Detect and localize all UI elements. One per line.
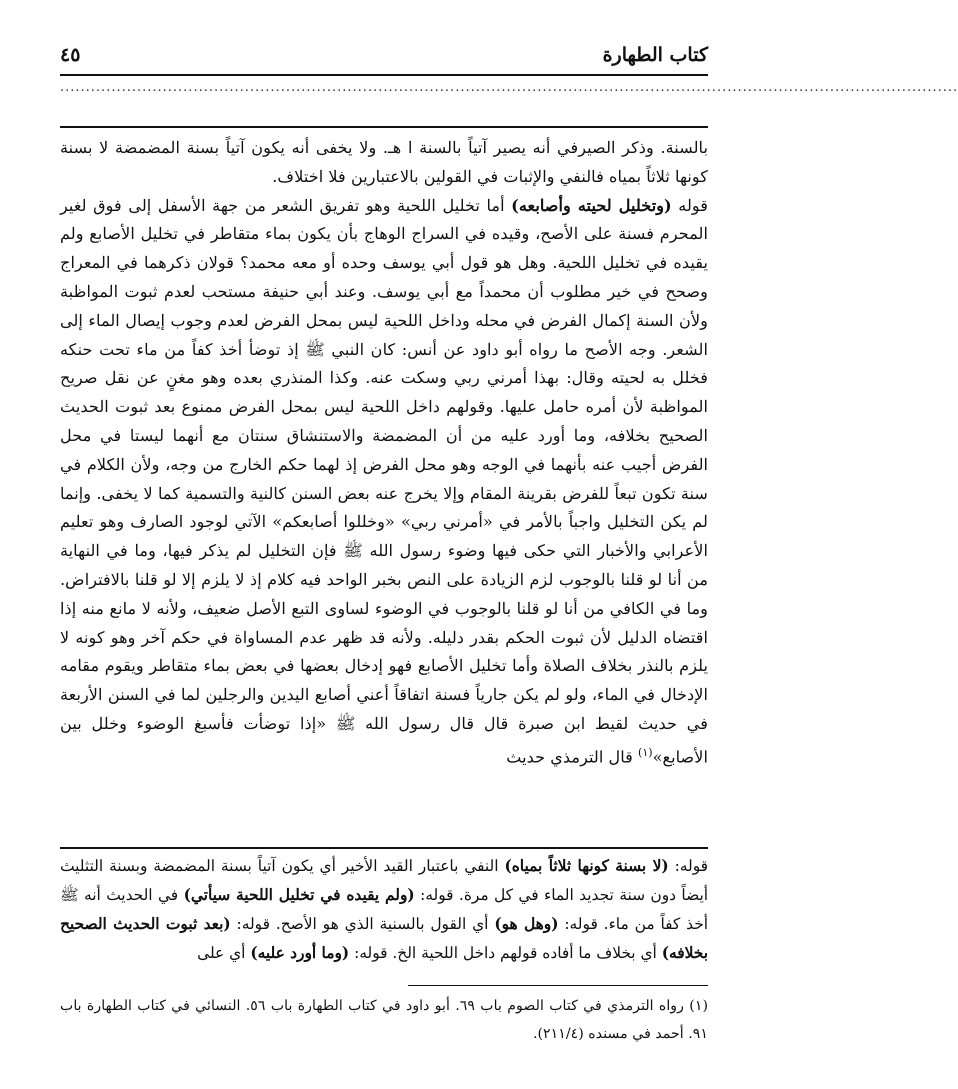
running-header bbox=[60, 40, 708, 76]
commentary-seg-4: أي القول بالسنية الذي هو الأصح. قوله: bbox=[230, 915, 495, 933]
commentary-quote-5: (وما أورد عليه) bbox=[250, 944, 350, 962]
paragraph-2-tail: قال الترمذي حديث bbox=[506, 747, 639, 767]
commentary-seg-6: أي على bbox=[197, 944, 251, 962]
quoted-phrase: (وتخليل لحيته وأصابعه) bbox=[511, 195, 672, 215]
top-rule bbox=[60, 126, 708, 128]
paragraph-2 bbox=[60, 192, 708, 772]
chapter-title: كتاب الطهارة bbox=[602, 44, 708, 66]
main-text bbox=[60, 134, 708, 772]
paragraph-2-body: أما تخليل اللحية وهو تفريق الشعر من جهة الأسفل إلى فوق لغير المحرم فسنة على الأصح، وقيده في السراج الوهاج بأن يكون بماء متقاطر في تخليل الأصابع ولم يقيده في تخليل اللحية. وهل هو قول أبي يوسف وحده أو معه محمد؟ قولان ذكرهما في المعراج وصحح في خير مطلوب أن محمداً مع أبي يوسف. وعند أبي حنيفة مستحب لعدم ثبوت المواظبة ولأن السنة إكمال الفرض في محله وداخل اللحية ليس بمحل الفرض لعدم وجوب إيصال الماء إلى الشعر. وجه الأصح ما رواه أبو داود عن أنس: كان النبي ﷺ إذ توضأ أخذ كفاً من ماء تحت حنكه فخلل به لحيته وقال: بهذا أمرني ربي وسكت عنه. وكذا المنذري بعده وهو مغنٍ عن نقل صريح المواظبة لأن أمره حامل عليها. وقولهم داخل اللحية ليس بمحل الفرض ممنوع بعد ثبوت الحديث الصحيح بخلافه، وما أورد عليه من أن المضمضة والاستنشاق سنتان مع أنهما ليستا في محل الفرض أجيب عنه بأنهما في الوجه وهو محل الفرض إذ لهما حكم الخارج من وجه، ولأن الكلام في سنة تكون تبعاً للفرض بقرينة المقام وإلا يخرج عنه بعض السنن كالنية والتسمية كما لا يخفى. وإنما لم يكن التخليل واجباً بالأمر في «أمرني ربي» «وخللوا أصابعكم» الآتي لوجود الصارف وهو تعليم الأعرابي والأخبار التي حكى فيها وضوء رسول الله ﷺ فإن التخليل لم يذكر فيها، وما في النهاية من أنا لو قلنا بالوجوب لزم الزيادة على النص بخبر الواحد فيه كلام إذ لا يلزم إلا لو قلنا بالافتراض. وما في الكافي من أنا لو قلنا بالوجوب في الوضوء لساوى التبع الأصل ضعيف، ولأنه لا مانع منه إذا اقتضاه الدليل لأن ثبوت الحكم بقدر دليله. ولأنه قد ظهر عدم المساواة في حكم آخر وهو كونه لا يلزم بالنذر بخلاف الصلاة وأما تخليل الأصابع فهو إدخال بعضها في بعض بماء متقاطر ويقوم مقامه الإدخال في الماء، ولو لم يكن جارياً فسنة اتفاقاً أعني أصابع اليدين والرجلين لما في السنن الأربعة في حديث لقيط ابن صبرة قال قال رسول الله ﷺ «إذا توضأت فأسبغ الوضوء وخلل بين الأصابع» bbox=[60, 195, 708, 767]
page-number: ٤٥ bbox=[60, 44, 81, 66]
dotted-line: ............................................................................................................................................................................... bbox=[60, 80, 958, 95]
footnote-ref[interactable]: (١) bbox=[638, 745, 653, 759]
commentary-seg-5: أي بخلاف ما أفاده قولهم داخل اللحية الخ. قوله: bbox=[349, 944, 662, 962]
commentary-quote-1: (لا بسنة كونها ثلاثاً بمياه) bbox=[504, 857, 669, 875]
commentary-seg-3: في الحديث أنه ﷺ أخذ كفاً من ماء. قوله: bbox=[60, 886, 708, 933]
footnote: (١) رواه الترمذي في كتاب الصوم باب ٦٩. أبو داود في كتاب الطهارة باب ٥٦. النسائي في كتاب الطهارة باب ٩١. أحمد في مسنده (٢١١/٤). bbox=[60, 998, 708, 1042]
commentary-quote-2: (ولم يقيده في تخليل اللحية سيأتي) bbox=[183, 886, 415, 904]
commentary-seg-2: النفي باعتبار القيد الأخير أي يكون آتياً بسنة المضمضة وبسنة التثليث أيضاً دون سنة تجديد الماء في كل مرة. قوله: bbox=[60, 857, 708, 904]
commentary-seg-1: قوله: bbox=[668, 857, 708, 875]
commentary-rule bbox=[60, 847, 708, 849]
footnote-rule bbox=[408, 985, 708, 986]
paragraph-2-lead: قوله bbox=[671, 195, 708, 215]
commentary-quote-4: (بعد ثبوت الحديث الصحيح بخلافه) bbox=[60, 915, 708, 962]
commentary-quote-3: (وهل هو) bbox=[494, 915, 559, 933]
commentary-text bbox=[60, 852, 708, 968]
paragraph-1: بالسنة. وذكر الصيرفي أنه يصير آتياً بالسنة ا هـ. ولا يخفى أنه يكون آتياً بسنة المضمضة لا بسنة كونها ثلاثاً بمياه فالنفي والإثبات في القولين بالاعتبارين فلا اختلاف. bbox=[60, 138, 708, 186]
